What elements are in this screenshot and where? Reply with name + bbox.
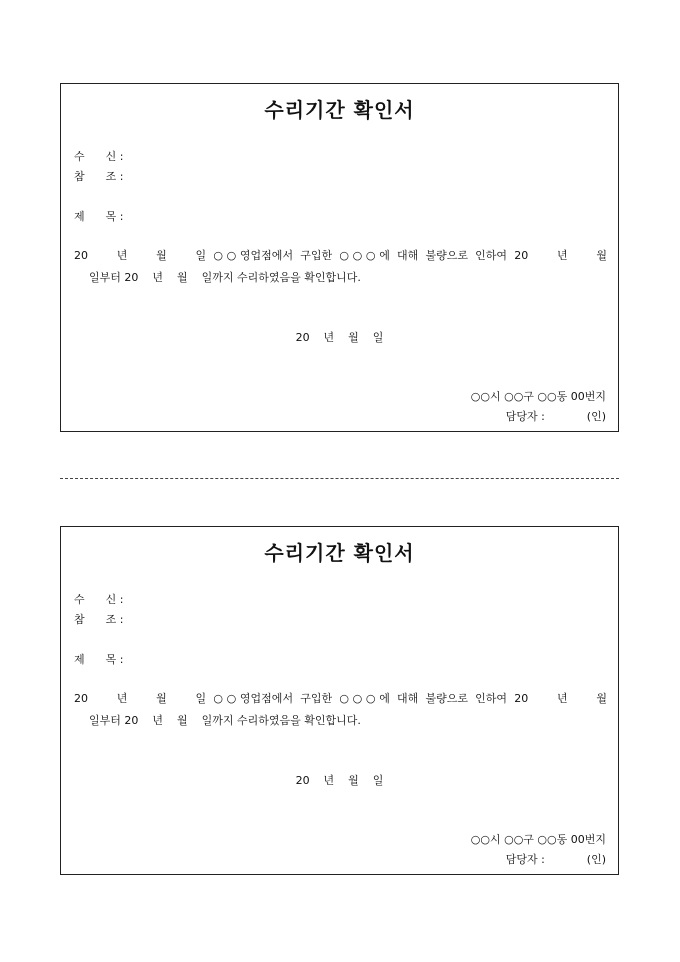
issuer-address: ○○시 ○○구 ○○동 00번지 <box>470 833 606 846</box>
confirmation-form-bottom <box>60 526 619 875</box>
body-text-line-1: 20 년 월 일 ○○영업점에서 구입한 ○○○에 대해 불량으로 인하여 20 년 월 <box>74 692 607 705</box>
reference-field: 참 조 : <box>74 613 124 626</box>
issuer-address: ○○시 ○○구 ○○동 00번지 <box>470 390 606 403</box>
body-text-line-1: 20 년 월 일 ○○영업점에서 구입한 ○○○에 대해 불량으로 인하여 20 년 월 <box>74 249 607 262</box>
handler-signature: 담당자 : (인) <box>505 410 606 423</box>
cut-line-divider <box>60 478 619 479</box>
form-title: 수리기간 확인서 <box>264 541 415 565</box>
subject-field: 제 목 : <box>74 653 124 666</box>
recipient-field: 수 신 : <box>74 593 124 606</box>
recipient-field: 수 신 : <box>74 150 124 163</box>
confirmation-form-top <box>60 83 619 432</box>
reference-field: 참 조 : <box>74 170 124 183</box>
issue-date: 20 년 월 일 <box>295 774 384 787</box>
issue-date: 20 년 월 일 <box>295 331 384 344</box>
handler-signature: 담당자 : (인) <box>505 853 606 866</box>
body-text-line-2: 일부터 20 년 월 일까지 수리하였음을 확인합니다. <box>89 714 361 727</box>
body-text-line-2: 일부터 20 년 월 일까지 수리하였음을 확인합니다. <box>89 271 361 284</box>
subject-field: 제 목 : <box>74 210 124 223</box>
form-title: 수리기간 확인서 <box>264 98 415 122</box>
